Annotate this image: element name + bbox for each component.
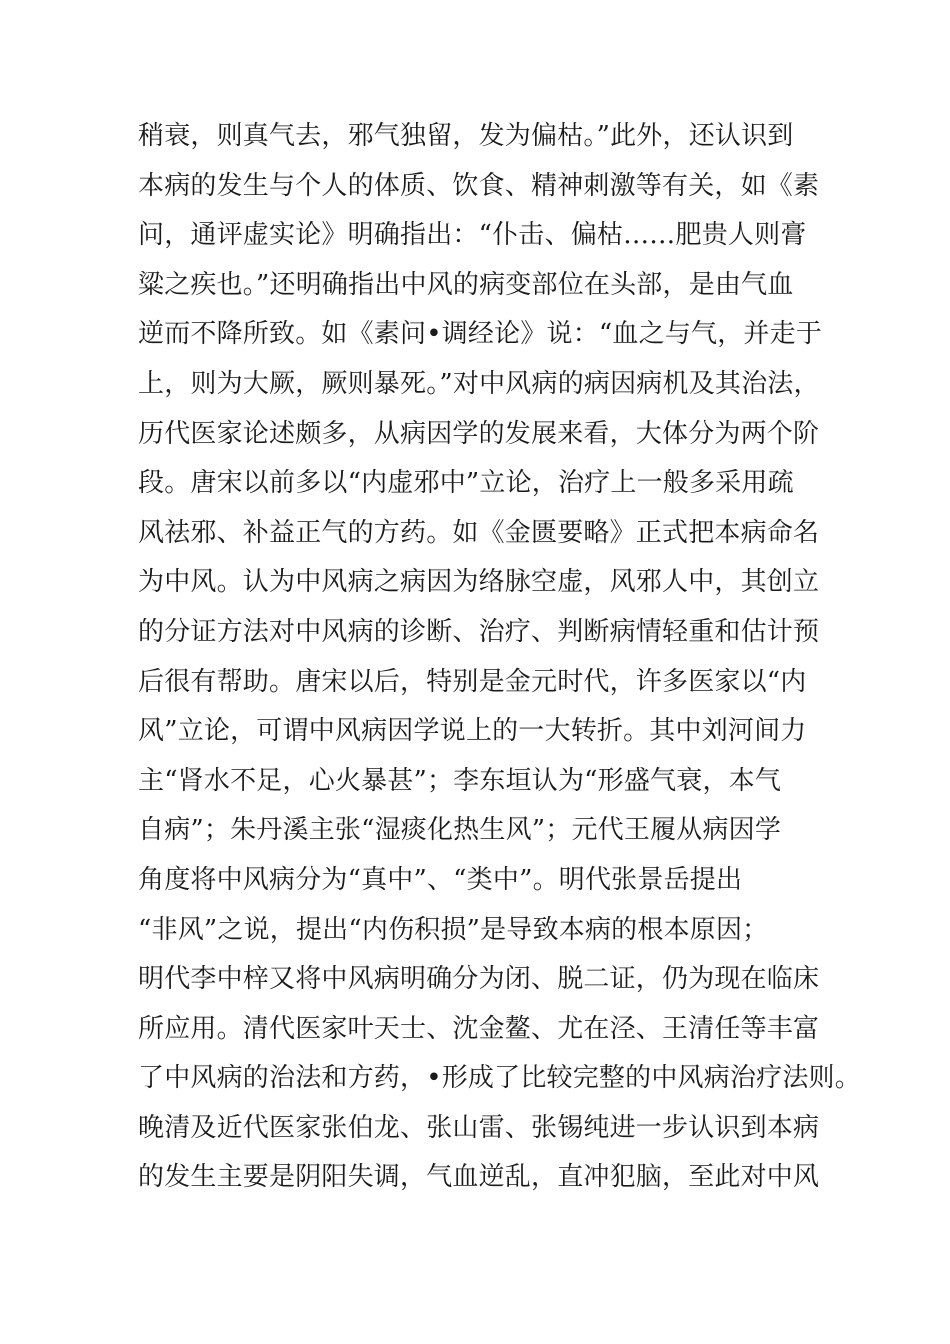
text-line: 本病的发生与个人的体质、饮食、精神刺激等有关，如《素 [138,170,820,201]
text-line: 的发生主要是阴阳失调，气血逆乱，直冲犯脑，至此对中风 [138,1162,820,1193]
text-line: 后很有帮助。唐宋以后，特别是金元时代，许多医家以“内 [138,666,807,697]
text-line: 上，则为大厥，厥则暴死。”对中风病的病因病机及其治法， [138,368,820,399]
text-line: 明代李中梓又将中风病明确分为闭、脱二证，仍为现在临床 [138,964,820,995]
text-line: 粱之疾也。”还明确指出中风的病变部位在头部，是由气血 [138,269,794,300]
text-line: 风”立论，可谓中风病因学说上的一大转折。其中刘河间力 [138,716,807,747]
text-line: 段。唐宋以前多以“内虚邪中”立论，治疗上一般多采用疏 [138,468,794,499]
text-line: 所应用。清代医家叶天士、沈金鳌、尤在泾、王清任等丰富 [138,1013,820,1044]
text-line: 风祛邪、补益正气的方药。如《金匮要略》正式把本病命名 [138,517,820,548]
text-line: 历代医家论述颇多，从病因学的发展来看，大体分为两个阶 [138,418,820,449]
text-line: 自病”；朱丹溪主张“湿痰化热生风”；元代王履从病因学 [138,815,782,846]
text-line: “非风”之说，提出“内伤积损”是导致本病的根本原因； [138,914,769,945]
text-line: 了中风病的治法和方药，•形成了比较完整的中风病治疗法则。 [138,1063,861,1094]
text-line: 为中风。认为中风病之病因为络脉空虚，风邪人中，其创立 [138,567,820,598]
text-line: 问，通评虚实论》明确指出：“仆击、偏枯……肥贵人则膏 [138,220,807,251]
text-line: 角度将中风病分为“真中”、“类中”。明代张景岳提出 [138,864,743,895]
text-line: 晚清及近代医家张伯龙、张山雷、张锡纯进一步认识到本病 [138,1112,820,1143]
text-line: 逆而不降所致。如《素问•调经论》说：“血之与气，并走于 [138,319,823,350]
text-line: 的分证方法对中风病的诊断、治疗、判断病情轻重和估计预 [138,616,820,647]
text-line: 主“肾水不足，心火暴甚”；李东垣认为“形盛气衰，本气 [138,765,782,796]
text-line: 稍衰，则真气去，邪气独留，发为偏枯。”此外，还认识到 [138,121,794,151]
body-text [138,112,861,1203]
